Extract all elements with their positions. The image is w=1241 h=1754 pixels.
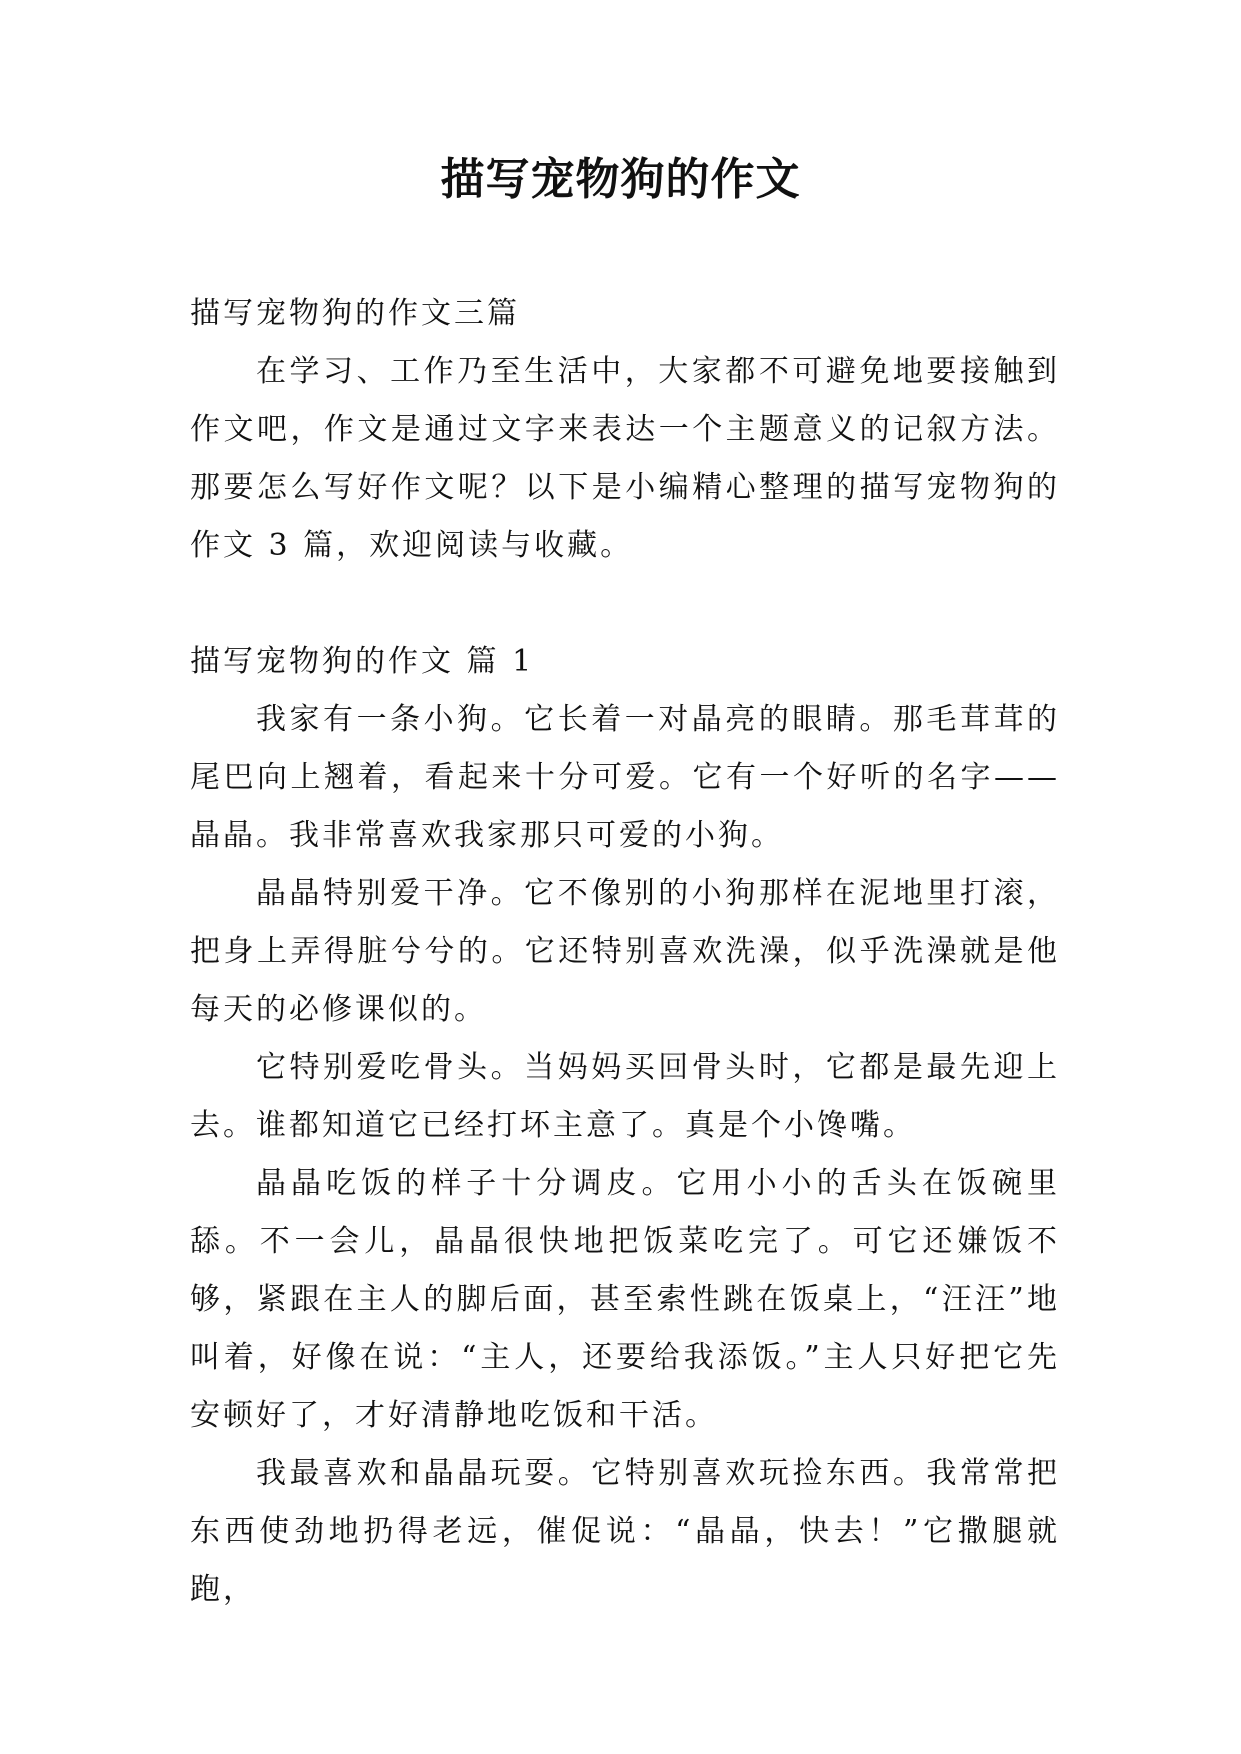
body-paragraph: 它特别爱吃骨头。当妈妈买回骨头时，它都是最先迎上去。谁都知道它已经打坏主意了。真是个小馋嘴。 [190, 1050, 1060, 1143]
document-body [190, 285, 1060, 1619]
body-paragraph: 我最喜欢和晶晶玩耍。它特别喜欢玩捡东西。我常常把东西使劲地扔得老远，催促说：“晶晶，快去！”它撒腿就跑， [190, 1456, 1060, 1607]
body-paragraph: 我家有一条小狗。它长着一对晶亮的眼睛。那毛茸茸的尾巴向上翘着，看起来十分可爱。它有一个好听的名字——晶晶。我非常喜欢我家那只可爱的小狗。 [190, 702, 1060, 853]
section-heading: 描写宠物狗的作文 篇 1 [190, 644, 535, 679]
body-paragraph: 晶晶特别爱干净。它不像别的小狗那样在泥地里打滚，把身上弄得脏兮兮的。它还特别喜欢洗澡，似乎洗澡就是他每天的必修课似的。 [190, 876, 1060, 1027]
subtitle: 描写宠物狗的作文三篇 [190, 296, 520, 331]
body-paragraph: 晶晶吃饭的样子十分调皮。它用小小的舌头在饭碗里舔。不一会儿，晶晶很快地把饭菜吃完了。可它还嫌饭不够，紧跟在主人的脚后面，甚至索性跳在饭桌上，“汪汪”地叫着，好像在说：“主人，还要给我添饭。”主人只好把它先安顿好了，才好清静地吃饭和干活。 [190, 1166, 1060, 1433]
intro-paragraph: 在学习、工作乃至生活中，大家都不可避免地要接触到作文吧，作文是通过文字来表达一个主题意义的记叙方法。那要怎么写好作文呢？以下是小编精心整理的描写宠物狗的作文 3 篇，欢迎阅读与收藏。 [190, 354, 1060, 563]
document-title: 描写宠物狗的作文 [440, 154, 801, 205]
